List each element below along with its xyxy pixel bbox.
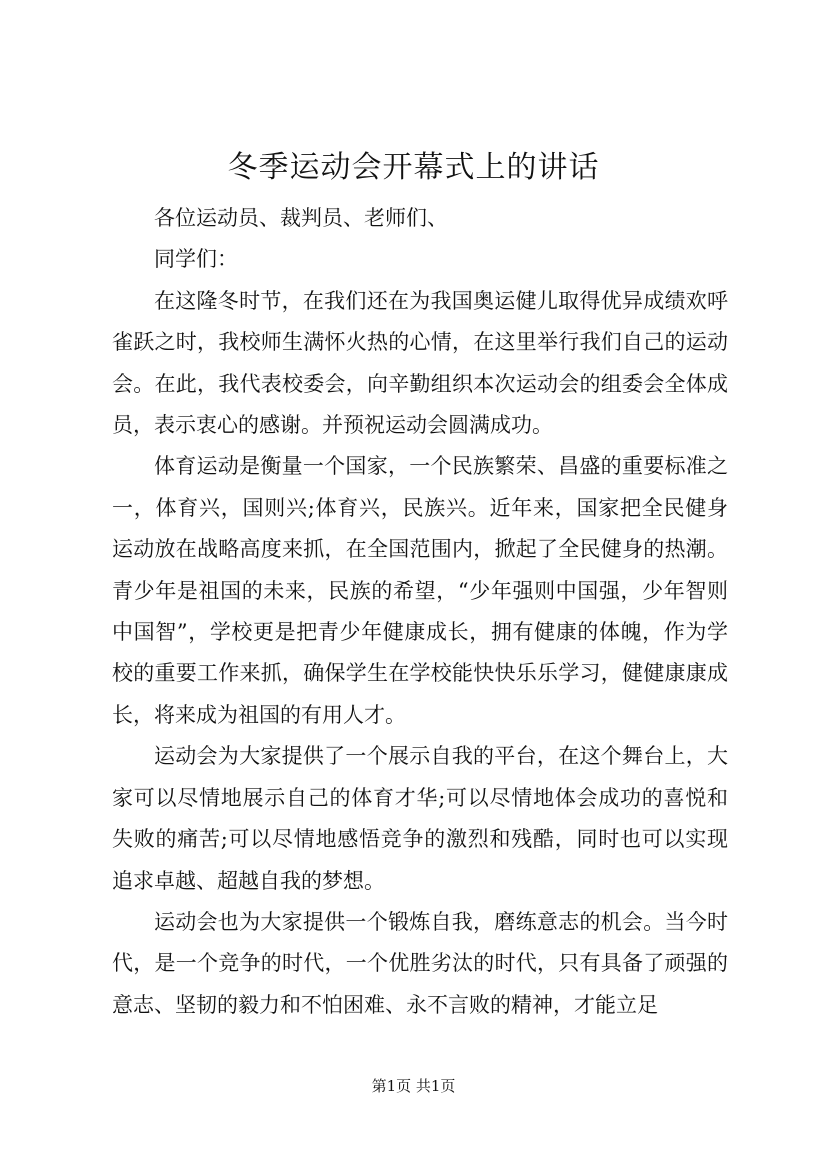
salutation-line-2: 同学们：: [154, 247, 238, 272]
body-paragraph-1: 在这隆冬时节，在我们还在为我国奥运健儿取得优异成绩欢呼雀跃之时，我校师生满怀火热的心情，在这里举行我们自己的运动会。在此，我代表校委会，向辛勤组织本次运动会的组委会全体成员，表示衷心的感谢。并预祝运动会圆满成功。: [112, 288, 728, 438]
salutation-line-1: 各位运动员、裁判员、老师们、: [154, 206, 448, 230]
body-paragraph-2: 体育运动是衡量一个国家，一个民族繁荣、昌盛的重要标准之一，体育兴，国则兴;体育兴，民族兴。近年来，国家把全民健身运动放在战略高度来抓，在全国范围内，掀起了全民健身的热潮。青少年是祖国的未来，民族的希望，“少年强则中国强，少年智则中国智”，学校更是把青少年健康成长，拥有健康的体魄，作为学校的重要工作来抓，确保学生在学校能快快乐乐学习，健健康康成长，将来成为祖国的有用人才。: [112, 454, 728, 727]
body-paragraph-4: 运动会也为大家提供一个锻炼自我，磨练意志的机会。当今时代，是一个竞争的时代，一个优胜劣汰的时代，只有具备了顽强的意志、坚韧的毅力和不怕困难、永不言败的精神，才能立足: [112, 909, 728, 1017]
document-body: [112, 198, 728, 1026]
document-title: 冬季运动会开幕式上的讲话: [227, 150, 600, 185]
page-number-footer: 第1页 共1页: [371, 1077, 456, 1095]
body-paragraph-3: 运动会为大家提供了一个展示自我的平台，在这个舞台上，大家可以尽情地展示自己的体育才华;可以尽情地体会成功的喜悦和失败的痛苦;可以尽情地感悟竞争的激烈和残酷，同时也可以实现追求卓越、超越自我的梦想。: [112, 744, 728, 893]
